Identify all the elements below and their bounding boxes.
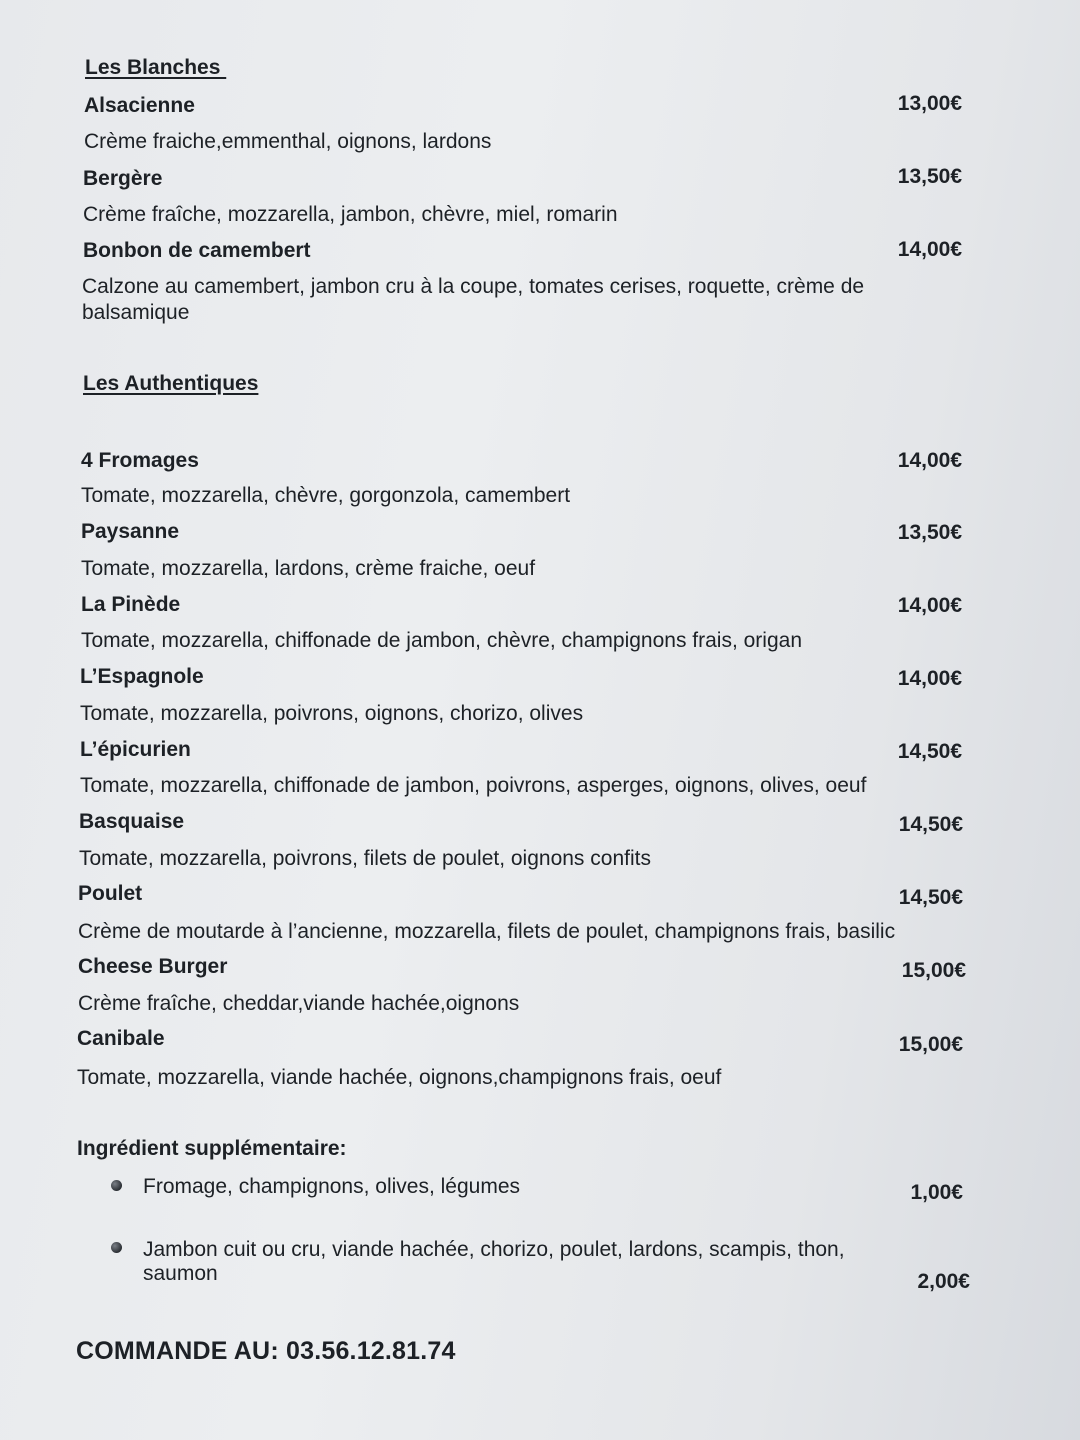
bullet-icon — [111, 1180, 122, 1191]
item-price-alsacienne: 13,00€ — [897, 92, 962, 115]
extra-item-2-price: 2,00€ — [917, 1270, 970, 1293]
item-name-cheese-burger: Cheese Burger — [78, 955, 228, 978]
item-name-la-pinede: La Pinède — [81, 593, 181, 616]
item-price-paysanne: 13,50€ — [897, 521, 962, 544]
item-name-canibale: Canibale — [77, 1027, 165, 1050]
item-name-l-espagnole: L’Espagnole — [80, 665, 204, 688]
item-desc-poulet: Crème de moutarde à l’ancienne, mozzarella, filets de poulet, champignons frais, basilic — [78, 920, 896, 943]
order-phone-line: COMMANDE AU: 03.56.12.81.74 — [76, 1337, 456, 1365]
bullet-icon — [111, 1242, 122, 1253]
item-name-paysanne: Paysanne — [81, 520, 180, 543]
item-name-basquaise: Basquaise — [79, 810, 185, 833]
item-name-l-epicurien: L’épicurien — [80, 738, 191, 761]
item-price-bergere: 13,50€ — [897, 165, 962, 188]
item-desc-canibale: Tomate, mozzarella, viande hachée, oignons,champignons frais, oeuf — [77, 1066, 722, 1089]
item-name-alsacienne: Alsacienne — [84, 94, 195, 117]
extra-item-1-price: 1,00€ — [910, 1181, 963, 1204]
item-name-bergere: Bergère — [83, 167, 163, 190]
item-price-l-epicurien: 14,50€ — [897, 740, 962, 763]
item-name-4-fromages: 4 Fromages — [81, 449, 199, 472]
item-price-canibale: 15,00€ — [898, 1033, 963, 1056]
item-desc-l-epicurien: Tomate, mozzarella, chiffonade de jambon, poivrons, asperges, oignons, olives, oeuf — [80, 774, 867, 797]
section-title-blanches: Les Blanches — [85, 56, 227, 79]
item-desc-basquaise: Tomate, mozzarella, poivrons, filets de poulet, oignons confits — [79, 847, 651, 870]
extra-item-2-text: Jambon cuit ou cru, viande hachée, chorizo, poulet, lardons, scampis, thon, saumon — [143, 1238, 845, 1285]
extra-item-1-text: Fromage, champignons, olives, légumes — [143, 1175, 521, 1198]
item-price-bonbon-de-camembert: 14,00€ — [897, 238, 962, 261]
item-price-basquaise: 14,50€ — [898, 813, 963, 836]
extras-title: Ingrédient supplémentaire: — [77, 1137, 347, 1160]
item-desc-cheese-burger: Crème fraîche, cheddar,viande hachée,oignons — [78, 992, 520, 1015]
item-price-4-fromages: 14,00€ — [897, 449, 962, 472]
item-price-cheese-burger: 15,00€ — [901, 959, 966, 982]
section-title-authentiques: Les Authentiques — [83, 372, 259, 395]
item-desc-bonbon-de-camembert: Calzone au camembert, jambon cru à la coupe, tomates cerises, roquette, crème de balsamique — [82, 275, 865, 324]
item-price-l-espagnole: 14,00€ — [897, 667, 962, 690]
item-name-poulet: Poulet — [78, 882, 143, 905]
item-price-la-pinede: 14,00€ — [897, 594, 962, 617]
item-price-poulet: 14,50€ — [898, 886, 963, 909]
item-desc-4-fromages: Tomate, mozzarella, chèvre, gorgonzola, camembert — [81, 484, 571, 507]
item-name-bonbon-de-camembert: Bonbon de camembert — [83, 239, 311, 262]
item-desc-alsacienne: Crème fraiche,emmenthal, oignons, lardons — [84, 130, 492, 153]
item-desc-bergere: Crème fraîche, mozzarella, jambon, chèvre, miel, romarin — [83, 203, 618, 226]
item-desc-paysanne: Tomate, mozzarella, lardons, crème fraiche, oeuf — [81, 557, 536, 580]
item-desc-l-espagnole: Tomate, mozzarella, poivrons, oignons, chorizo, olives — [80, 702, 584, 725]
item-desc-la-pinede: Tomate, mozzarella, chiffonade de jambon, chèvre, champignons frais, origan — [81, 629, 803, 652]
